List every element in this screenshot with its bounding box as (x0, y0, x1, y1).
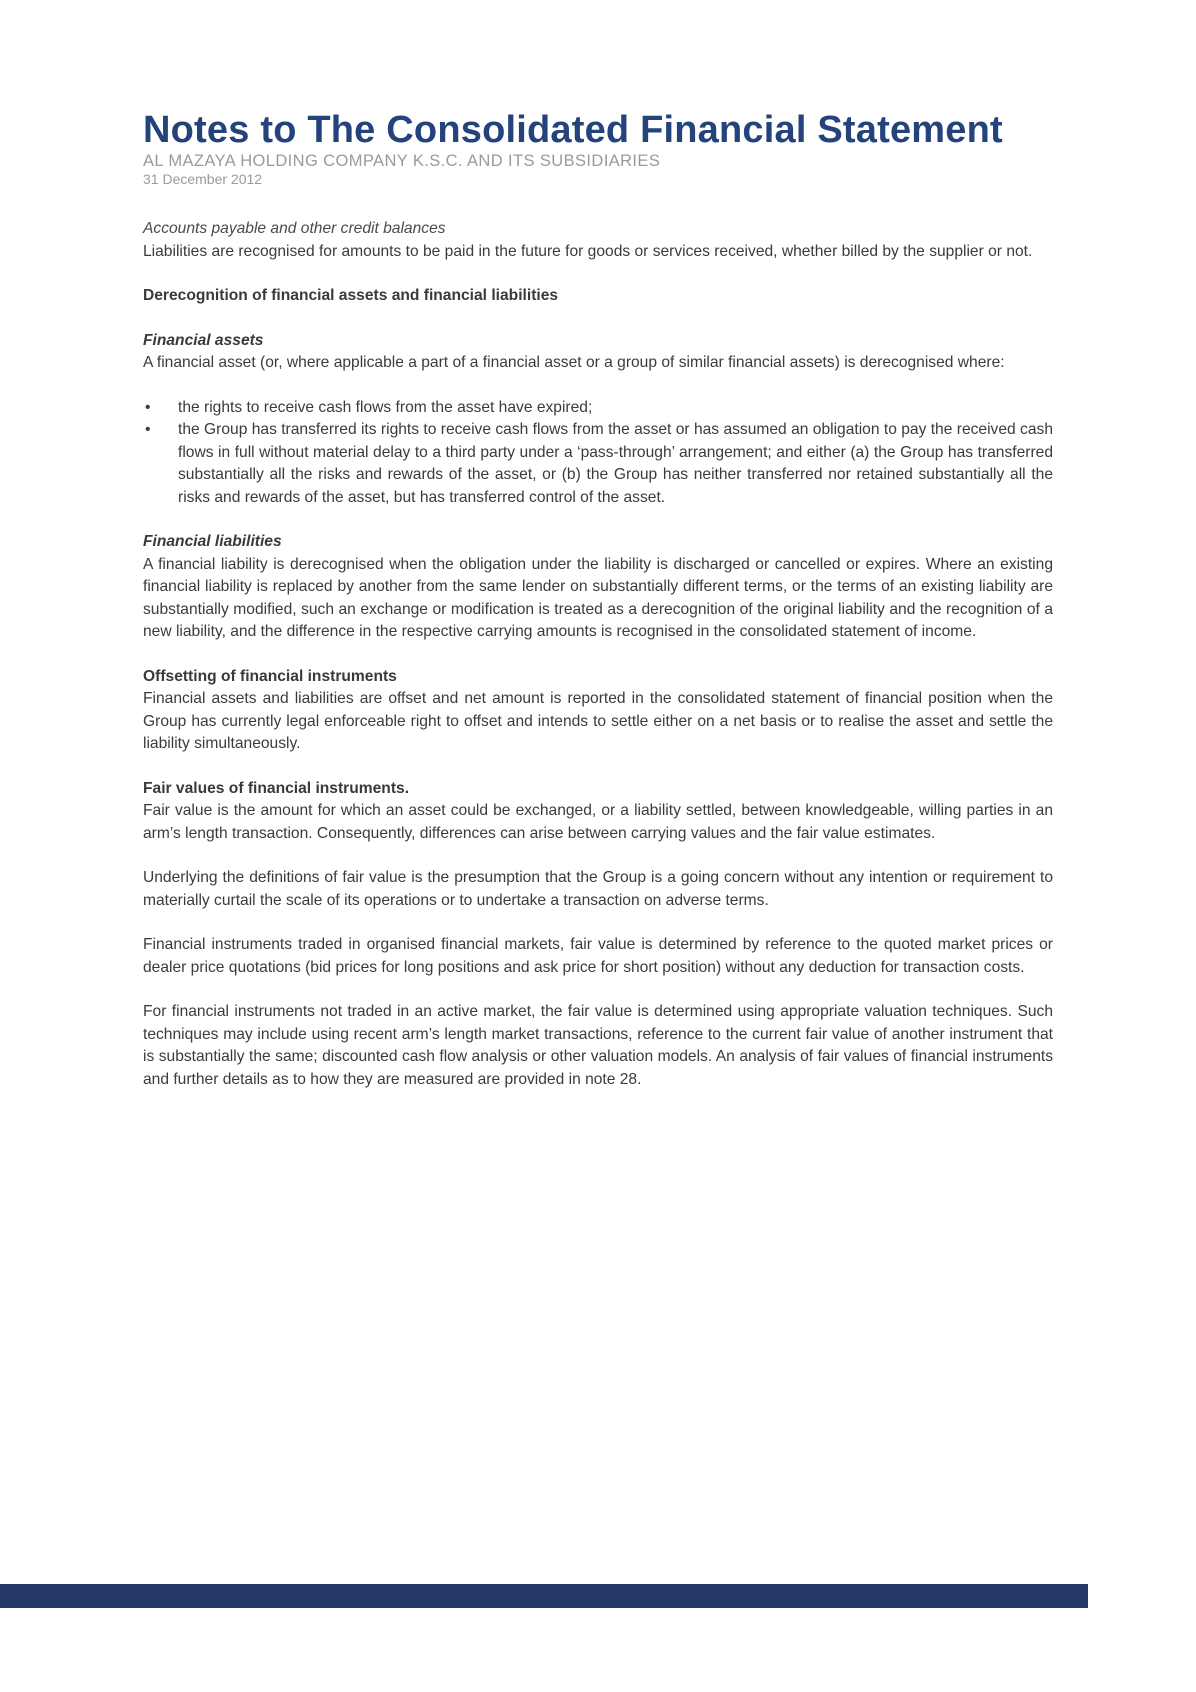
financial-assets-text: A financial asset (or, where applicable a part of a financial asset or a group of similar financial assets) is derecognised where: (143, 354, 1005, 371)
company-name: AL MAZAYA HOLDING COMPANY K.S.C. AND ITS SUBSIDIARIES (143, 152, 661, 170)
fair-values-paragraph: Financial instruments traded in organised financial markets, fair value is determined by reference to the quoted market prices or dealer price quotations (bid prices for long positions and ask price for short position) without any deduction for transaction costs. (143, 936, 1053, 976)
bullet-text: the rights to receive cash flows from the asset have expired; (178, 398, 593, 416)
financial-assets-bullet-list (143, 397, 1053, 510)
offsetting-text: Financial assets and liabilities are offset and net amount is reported in the consolidated statement of financial position when the Group has currently legal enforceable right to offset and intends to settle either on a net basis or to realise the asset and settle the liability simultaneously. (143, 690, 1053, 752)
offsetting-heading: Offsetting of financial instruments (143, 667, 397, 685)
financial-liabilities-text: A financial liability is derecognised when the obligation under the liability is discharged or cancelled or expires. Where an existing financial liability is replaced by another from the same lender on substantially different terms, or the terms of an existing liability are substantially modified, such an exchange or modification is treated as a derecognition of the original liability and the recognition of a new liability, and the difference in the respective carrying amounts is recognised in the consolidated statement of income. (143, 555, 1053, 640)
derecognition-heading: Derecognition of financial assets and financial liabilities (143, 287, 559, 304)
report-date: 31 December 2012 (143, 171, 263, 187)
list-item (143, 419, 1053, 509)
fair-values-paragraph: Underlying the definitions of fair value is the presumption that the Group is a going concern without any intention or requirement to materially curtail the scale of its operations or to undertake a transaction on adverse terms. (143, 869, 1053, 909)
document-body (143, 218, 1053, 1091)
bullet-text: the Group has transferred its rights to receive cash flows from the asset or has assumed an obligation to pay the received cash flows in full without material delay to a third party under a ‘pass-through’ arrangement; and either (a) the Group has transferred substantially all the risks and rewards of the asset, or (b) the Group has neither transferred nor retained substantially all the risks and rewards of the asset, but has transferred control of the asset. (178, 421, 1053, 506)
page-title: Notes to The Consolidated Financial Statement (143, 109, 1003, 151)
list-item (143, 397, 1053, 420)
footer-bar (0, 1584, 1088, 1608)
accounts-payable-heading: Accounts payable and other credit balances (143, 220, 446, 237)
financial-liabilities-heading: Financial liabilities (143, 533, 282, 550)
fair-values-paragraph: For financial instruments not traded in an active market, the fair value is determined using appropriate valuation techniques. Such techniques may include using recent arm’s length market transactions, reference to the current fair value of another instrument that is substantially the same; discounted cash flow analysis or other valuation models. An analysis of fair values of financial instruments and further details as to how they are measured are provided in note 28. (143, 1003, 1053, 1088)
document-page (143, 108, 1053, 1091)
financial-assets-heading: Financial assets (143, 331, 264, 349)
accounts-payable-text: Liabilities are recognised for amounts to be paid in the future for goods or services received, whether billed by the supplier or not. (143, 242, 1033, 260)
bullet-icon: • (145, 398, 151, 416)
fair-values-paragraph: Fair value is the amount for which an asset could be exchanged, or a liability settled, between knowledgeable, willing parties in an arm’s length transaction. Consequently, differences can arise between carrying values and the fair value estimates. (143, 802, 1053, 842)
bullet-icon: • (145, 421, 151, 438)
fair-values-heading: Fair values of financial instruments. (143, 779, 410, 797)
